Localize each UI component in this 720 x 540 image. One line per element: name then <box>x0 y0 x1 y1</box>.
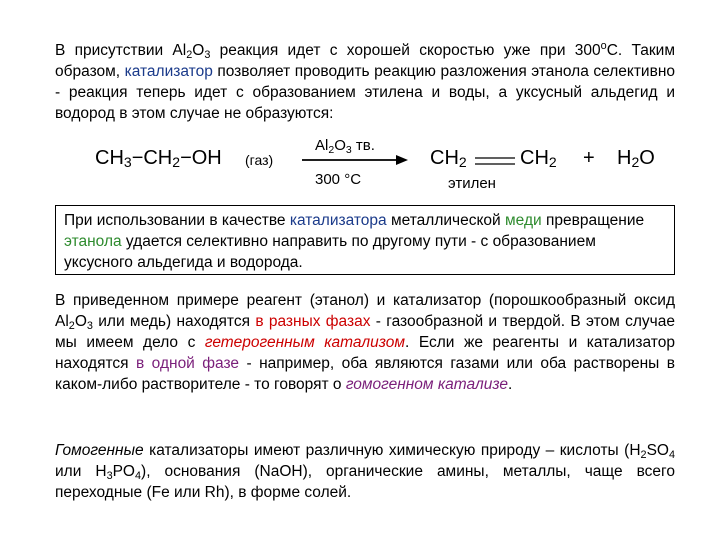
different-phases-term: в разных фазах <box>255 313 371 330</box>
catalyst-term-2: катализатора <box>289 212 387 229</box>
product-ethylene-right: $CH_2$ <box>520 147 557 170</box>
reaction-arrow <box>300 154 410 166</box>
catalyst-condition: $Al_2O_3$ тв. <box>315 137 375 156</box>
reactant-ethanol: $CH_3-CH_2-OH$ <box>95 147 222 170</box>
copper-term: меди <box>505 212 542 229</box>
temperature-condition: 300 °C <box>315 171 362 188</box>
paragraph-homogeneous: Гомогенные катализаторы имеют различную химическую природу – кислоты ($H_2SO_4$ или $H_3PO_4$), основания (NaOH), органические амины, металлы, чаще всего переходные (Fe или Rh), в форме солей. <box>55 442 675 501</box>
product-ethylene: $CH_2$ <box>430 147 467 170</box>
paragraph-1: В присутствии $Al_2O_3$ реакция идет с хорошей скоростью уже при 300$^o$С. Таким образом, катализатор позволяет проводить реакцию разложения этанола селективно - реакция теперь идет с образованием этилена и воды, а уксусный альдегид и водород в этом случае не образуются: <box>55 40 676 122</box>
double-bond <box>475 156 517 166</box>
ethanol-term: этанола <box>64 233 122 250</box>
heterogeneous-catalysis-term: гетерогенным катализом <box>204 334 405 351</box>
reaction-equation <box>55 135 675 195</box>
catalyst-term: катализатор <box>124 63 213 80</box>
paragraph-phases: В приведенном примере реагент (этанол) и катализатор (порошкообразный оксид $Al_2O_3$ или медь) находятся в разных фазах - газообразной и твердой. В этом случае мы имеем дело с гетерогенным катализом. Если же реагенты и катализатор находятся в одной фазе - например, оба являются газами или оба растворены в каком-либо растворителе - то говорят о гомогенном катализе. <box>55 292 675 393</box>
copper-catalyst-box: При использовании в качестве катализатора металлической меди превращение этанола удается селективно направить по другому пути - с образованием уксусного альдегида и водорода. <box>55 205 675 275</box>
homogeneous-catalysis-term: гомогенном катализе <box>345 376 508 393</box>
plus-sign: + <box>583 147 595 169</box>
one-phase-term: в одной фазе <box>136 355 240 372</box>
ethylene-label: этилен <box>448 175 496 192</box>
gas-label: (газ) <box>245 152 274 168</box>
product-water: $H_2O$ <box>617 147 655 170</box>
homogeneous-term: Гомогенные <box>55 442 144 459</box>
